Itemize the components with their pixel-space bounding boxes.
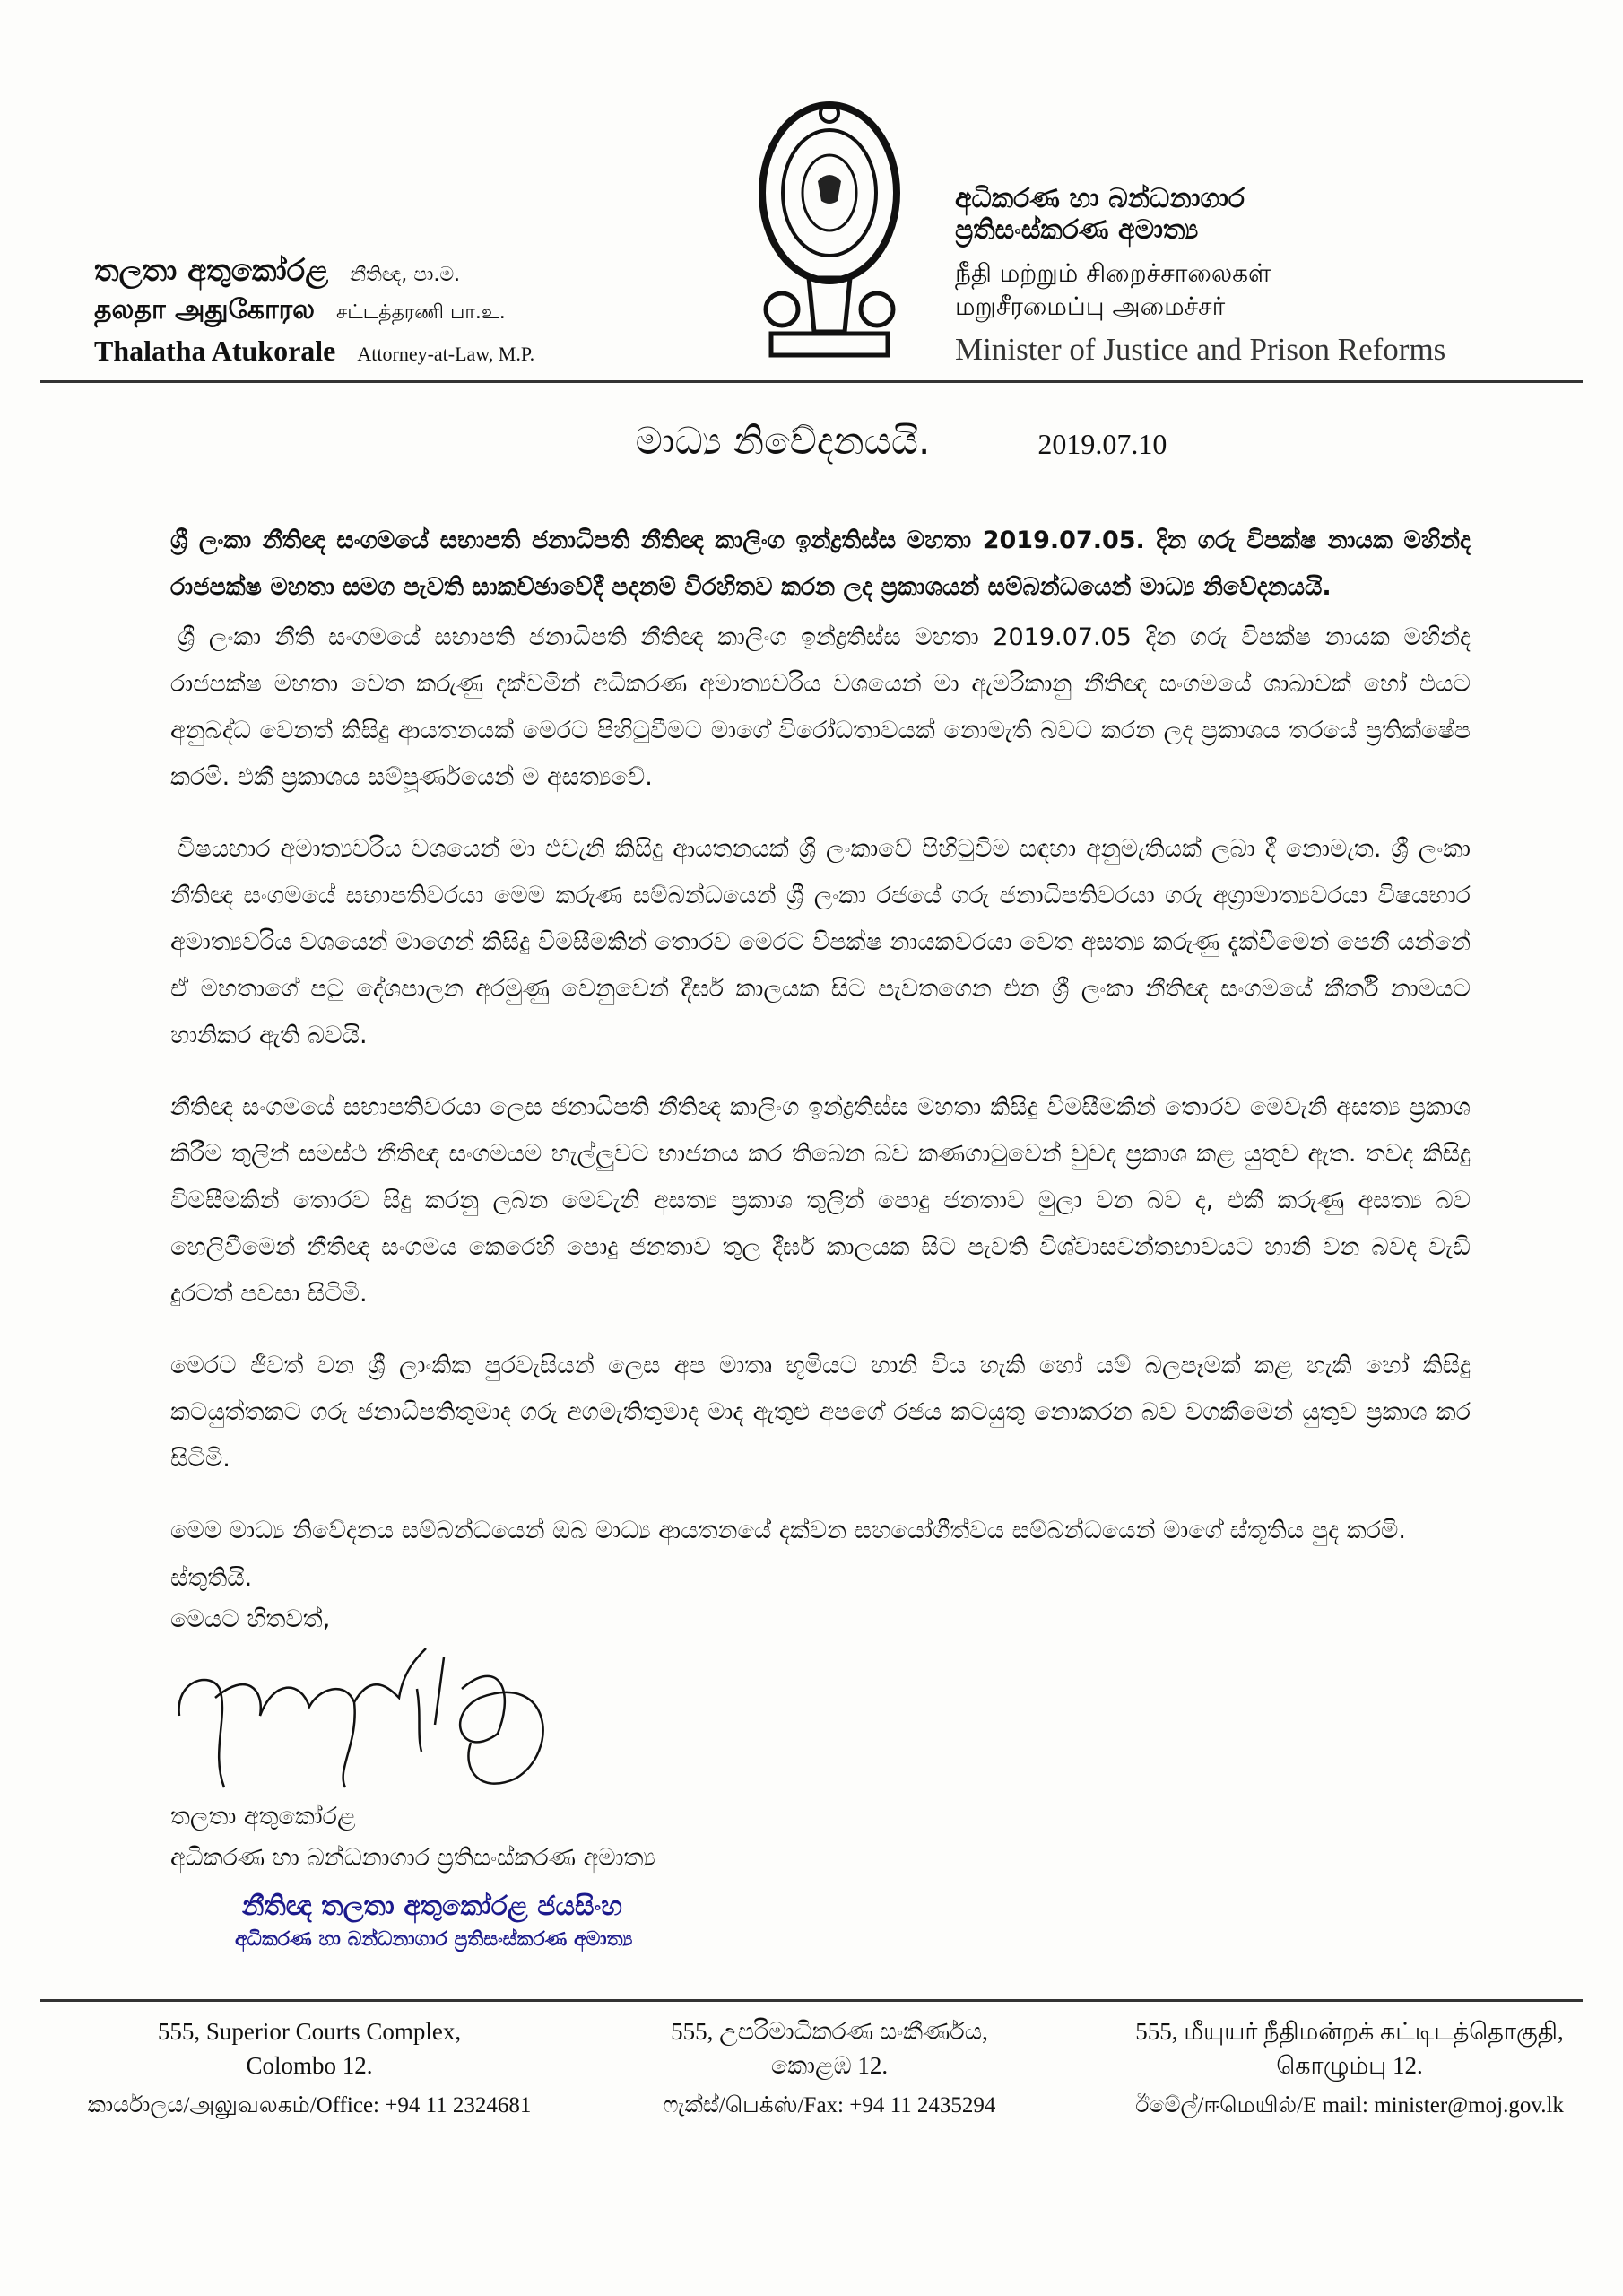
footer-address-sinhala-line2: කොළඹ 12. [770,2052,889,2079]
document-date: 2019.07.10 [1037,428,1167,460]
body-paragraph: විෂයභාර අමාත්‍යවරිය වශයෙන් මා එවැනි කිසිදු ආයතනයක් ශ්‍රී ලංකාවේ පිහිටුවීම සඳහා අනුමැතියක් ලබා දී නොමැත. ශ්‍රී ලංකා නීතිඥ සංගමයේ සභාපතිවරයා මෙම කරුණ සම්බන්ධයෙන් ශ්‍රී ලංකා රජයේ ගරු ජනාධිපතිවරයා ගරු අග්‍රාමාත්‍යවරයා විෂයභාර අමාත්‍යවරිය වශයෙන් මාගෙන් කිසිදු විමසීමකින් තොරව මෙරට විපක්ෂ නායකවරයා වෙත අසත්‍ය කරුණු දැක්වීමෙන් පෙනී යන්නේ ඒ මහතාගේ පටු දේශපාලන අරමුණු වෙනුවෙන් දීර්ඝ කාලයක සිට පැවතගෙන එන ශ්‍රී ලංකා නීතිඥ සංගමයේ කීර්ති නාමයට හානිකර ඇති බවයි. [170,835,1471,1049]
ministry-english: Minister of Justice and Prison Reforms [955,332,1446,367]
letter-body [40,517,1471,1954]
ministry-tamil-line1: நீதி மற்றும் சிறைச்சாலைகள் [955,258,1271,288]
sri-lanka-emblem-icon [753,99,906,368]
title-english: Attorney-at-Law, M.P. [357,343,535,365]
signature [175,1644,623,1796]
body-paragraph: මෙරට ජීවත් වන ශ්‍රී ලාංකික පුරවැසියන් ලෙස අප මාතෘ භූමියට හානි විය හැකි හෝ යම් බලපෑමක් කළ හැකි හෝ කිසිදු කටයුත්තකට ගරු ජනාධිපතිතුමාද ගරු අගමැතිතුමාද මාද ඇතුළු අපගේ රජය කටයුතු නොකරන බව වගකීමෙන් යුතුව ප්‍රකාශ කර සිටිමි. [170,1352,1471,1473]
body-paragraph: ශ්‍රී ලංකා නීති සංගමයේ සභාපති ජනාධිපති නීතිඥ කාලිංග ඉන්ද්‍රතිස්ස මහතා 2019.07.05 දින ගරු විපක්ෂ නායක මහින්ද රාජපක්ෂ මහතා වෙත කරුණු දක්වමින් අධිකරණ අමාත්‍යවරිය වශයෙන් මා ඇමරිකානු නීතිඥ සංගමයේ ශාඛාවක් හෝ එයට අනුබද්ධ වෙනත් කිසිදු ආයතනයක් මෙරට පිහිටුවීමට මාගේ විරෝධතාවයක් නොමැති බවට කරන ලද ප්‍රකාශය තරයේ ප්‍රතික්ෂේප කරමි. එකී ප්‍රකාශය සම්පූර්ණයෙන් ම අසත්‍යවේ. [170,623,1471,791]
footer-address-sinhala [587,2014,1072,2122]
footer-address-english-line2: Colombo 12. [246,2052,373,2079]
ministry-tamil-line2: மறுசீரமைப்பு அமைச்சர் [955,291,1226,321]
letterhead-left [40,248,722,368]
footer [40,2014,1583,2122]
footer-fax: ෆැක්ස්/பெக்ஸ்/Fax: +94 11 2435294 [663,2093,996,2118]
title-sinhala: නීතිඥ, පා.ම. [350,264,461,286]
letterhead-right [937,183,1583,368]
body-paragraph: නීතිඥ සංගමයේ සභාපතිවරයා ලෙස ජනාධිපති නීතිඥ කාලිංග ඉන්ද්‍රතිස්ස මහතා කිසිදු විමසීමකින් තොරව මෙවැනි අසත්‍ය ප්‍රකාශ කිරීම තුලින් සමස්ථ නීතිඥ සංගමයම හැල්ලුවට භාජනය කර තිබෙන බව කණගාටුවෙන් වුවද ප්‍රකාශ කළ යුතුව ඇත. තවද කිසිදු විමසීමකින් තොරව සිදු කරනු ලබන මෙවැනි අසත්‍ය ප්‍රකාශ තුලින් පොදු ජනතාව මුලා වන බව ද, එකී කරුණු අසත්‍ය බව හෙලිවීමෙන් නීතිඥ සංගමය කෙරෙහි පොදු ජනතාව තුල දීර්ඝ කාලයක සිට පැවති විශ්වාසවන්තභාවයට හානි වන බවද වැඩි දුරටත් පවසා සිටිමි. [170,1093,1471,1308]
closing-text: මෙයට හිතවත්, [170,1605,331,1633]
title-row [40,419,1583,464]
ministry-sinhala-line1: අධිකරණ හා බන්ධනාගාර [955,183,1245,214]
name-tamil: தலதா அதுகோரல [94,294,316,326]
footer-address-english-line1: 555, Superior Courts Complex, [157,2018,462,2045]
footer-address-english [40,2014,578,2122]
name-english: Thalatha Atukorale [94,335,336,367]
footer-office-phone: කාර්යාලය/அலுவலகம்/Office: +94 11 2324681 [87,2093,532,2118]
thanks-text: ස්තුතියි. [170,1564,253,1592]
stamp-title: අධිකරණ හා බන්ධනාගාර ප්‍රතිසංස්කරණ අමාත්‍ය [235,1928,633,1951]
footer-address-tamil-line1: 555, மீயுயர் நீதிமன்றக் கட்டிடத்தொகுதி, [1135,2018,1564,2045]
footer-address-tamil [1081,2014,1619,2122]
name-sinhala: තලතා අතුකෝරළ [94,253,329,289]
body-paragraph: මෙම මාධ්‍ය නිවේදනය සම්බන්ධයෙන් ඔබ මාධ්‍ය ආයතනයේ දක්වන සහයෝගීත්වය සම්බන්ධයෙන් මාගේ ස්තූතිය පුද කරමි. [170,1517,1406,1544]
footer-divider [40,1999,1583,2002]
footer-email[interactable]: ඊමේල්/ஈமெயில்/E mail: minister@moj.gov.lk [1135,2093,1564,2118]
stamp-name: නීතිඥ තලතා අතුකෝරළ ජයසිංහ [242,1891,622,1922]
footer-address-tamil-line2: கொழும்பு 12. [1276,2052,1423,2079]
letterhead [40,99,1583,368]
header-divider [40,380,1583,383]
title-tamil: சட்டத்தரணி பா.உ. [336,301,506,324]
signer-title: අධිකරණ හා බන්ධනාගාර ප්‍රතිසංස්කරණ අමාත්‍ය [170,1844,655,1872]
subject-paragraph: ශ්‍රී ලංකා නීතිඥ සංගමයේ සභාපති ජනාධිපති නීතිඥ කාලිංග ඉන්ද්‍රතිස්ස මහතා 2019.07.05. දින ගරු විපක්ෂ නායක මහින්ද රාජපක්ෂ මහතා සමග පැවති සාකච්ඡාවේදී පදනම් විරහිතව කරන ලද ප්‍රකාශයන් සම්බන්ධයෙන් මාධ්‍ය නිවේදනයයි. [170,526,1471,601]
signer-name: තලතා අතුකෝරළ [170,1803,356,1831]
ministry-sinhala-line2: ප්‍රතිසංස්කරණ අමාත්‍ය [955,214,1199,246]
document-title: මාධ්‍ය නිවේදනයයි. [635,419,931,463]
footer-address-sinhala-line1: 555, උපරිමාධිකරණ සංකීර්ණය, [671,2018,988,2045]
